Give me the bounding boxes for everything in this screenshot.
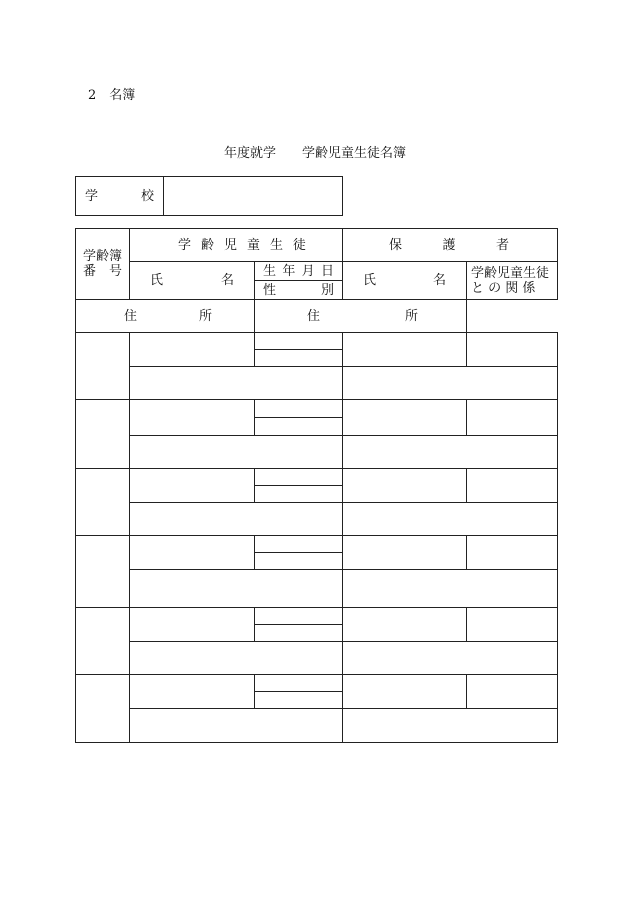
entry-1-row — [76, 367, 558, 400]
entry-6-register-number-field[interactable] — [76, 675, 130, 743]
entry-1-register-number-field[interactable] — [76, 333, 130, 400]
birth-date-header — [255, 262, 343, 281]
birth-date-char-2: 年 — [282, 263, 296, 279]
entry-3-register-number-field[interactable] — [76, 469, 130, 536]
birth-date-char-1: 生 — [263, 263, 277, 279]
entry-4-register-number-field[interactable] — [76, 536, 130, 608]
entry-2-student-name-field[interactable] — [130, 400, 255, 436]
register-number-label-line2: 番 号 — [82, 264, 122, 279]
entry-4-row — [76, 536, 558, 553]
entry-3-row — [76, 503, 558, 536]
entry-5-student-name-field[interactable] — [130, 608, 255, 642]
entry-6-guardian-name-field[interactable] — [343, 675, 467, 709]
entry-6-student-address-field[interactable] — [130, 709, 343, 743]
guardian-group-char-2: 護 — [442, 237, 456, 253]
relationship-header — [467, 262, 558, 300]
guardian-address-header — [255, 300, 467, 333]
entry-6-row — [76, 675, 558, 692]
student-name-char-1: 氏 — [150, 273, 164, 288]
entry-6-student-name-field[interactable] — [130, 675, 255, 709]
entry-1-row — [76, 333, 558, 350]
student-address-char-1: 住 — [124, 308, 138, 324]
school-box — [75, 176, 343, 216]
entry-4-student-name-field[interactable] — [130, 536, 255, 570]
entry-1-sex-field[interactable] — [255, 350, 343, 367]
school-name-field[interactable] — [164, 177, 343, 216]
student-group-char-5: 生 — [269, 237, 283, 253]
entry-1-guardian-name-field[interactable] — [343, 333, 467, 367]
entry-2-guardian-name-field[interactable] — [343, 400, 467, 436]
register-table — [75, 228, 558, 743]
entry-5-guardian-name-field[interactable] — [343, 608, 467, 642]
school-label-char-1: 学 — [85, 188, 99, 204]
entry-3-guardian-address-field[interactable] — [343, 503, 558, 536]
student-name-char-2: 名 — [220, 273, 234, 288]
student-group-char-2: 齢 — [200, 237, 214, 253]
entry-6-sex-field[interactable] — [255, 692, 343, 709]
entry-5-sex-field[interactable] — [255, 625, 343, 642]
section-heading: 2 名簿 — [88, 88, 136, 103]
student-group-char-3: 児 — [223, 237, 237, 253]
guardian-name-header — [343, 262, 467, 300]
entry-6-relationship-field[interactable] — [467, 675, 558, 709]
birth-date-char-3: 月 — [301, 263, 315, 279]
entry-5-birth-date-field[interactable] — [255, 608, 343, 625]
register-number-label-line1: 学齢簿 — [82, 249, 122, 264]
entry-3-birth-date-field[interactable] — [255, 469, 343, 486]
relationship-label-line1: 学齢児童生徒 — [471, 265, 550, 281]
entry-5-guardian-address-field[interactable] — [343, 642, 558, 675]
entry-4-guardian-address-field[interactable] — [343, 570, 558, 608]
entry-2-student-address-field[interactable] — [130, 436, 343, 469]
form-title: 年度就学 学齢児童生徒名簿 — [223, 146, 406, 161]
entry-4-sex-field[interactable] — [255, 553, 343, 570]
guardian-group-header — [343, 229, 558, 262]
entry-3-student-address-field[interactable] — [130, 503, 343, 536]
entry-4-birth-date-field[interactable] — [255, 536, 343, 553]
entry-2-sex-field[interactable] — [255, 418, 343, 436]
entry-5-row — [76, 642, 558, 675]
entry-1-student-address-field[interactable] — [130, 367, 343, 400]
guardian-name-char-1: 氏 — [363, 273, 377, 288]
entry-1-student-name-field[interactable] — [130, 333, 255, 367]
relationship-label-line2: と の 関 係 — [471, 280, 536, 296]
sex-char-1: 性 — [263, 282, 277, 298]
guardian-name-char-2: 名 — [432, 273, 446, 288]
school-label — [76, 177, 164, 216]
guardian-group-char-3: 者 — [496, 237, 510, 253]
entry-1-relationship-field[interactable] — [467, 333, 558, 367]
entry-1-guardian-address-field[interactable] — [343, 367, 558, 400]
entry-2-guardian-address-field[interactable] — [343, 436, 558, 469]
student-address-char-2: 所 — [198, 308, 212, 324]
entry-2-birth-date-field[interactable] — [255, 400, 343, 418]
student-group-char-1: 学 — [178, 237, 192, 253]
entry-4-row — [76, 570, 558, 608]
student-group-char-6: 徒 — [292, 237, 306, 253]
entry-5-student-address-field[interactable] — [130, 642, 343, 675]
entry-2-register-number-field[interactable] — [76, 400, 130, 469]
entry-1-birth-date-field[interactable] — [255, 333, 343, 350]
birth-date-char-4: 日 — [320, 263, 334, 279]
entry-6-birth-date-field[interactable] — [255, 675, 343, 692]
entry-3-sex-field[interactable] — [255, 486, 343, 503]
register-number-header — [76, 229, 130, 300]
guardian-group-char-1: 保 — [389, 237, 403, 253]
entry-5-relationship-field[interactable] — [467, 608, 558, 642]
entry-5-register-number-field[interactable] — [76, 608, 130, 675]
entry-3-row — [76, 469, 558, 486]
entry-4-relationship-field[interactable] — [467, 536, 558, 570]
entry-4-student-address-field[interactable] — [130, 570, 343, 608]
guardian-address-char-2: 所 — [404, 308, 418, 324]
entry-2-row — [76, 436, 558, 469]
entry-2-row — [76, 400, 558, 418]
entry-6-row — [76, 709, 558, 743]
student-address-header — [76, 300, 255, 333]
entry-3-relationship-field[interactable] — [467, 469, 558, 503]
entry-5-row — [76, 608, 558, 625]
entry-6-guardian-address-field[interactable] — [343, 709, 558, 743]
student-group-char-4: 童 — [246, 237, 260, 253]
student-group-header — [130, 229, 343, 262]
guardian-address-char-1: 住 — [307, 308, 321, 324]
sex-header — [255, 281, 343, 300]
sex-char-2: 別 — [320, 282, 334, 298]
entry-2-relationship-field[interactable] — [467, 400, 558, 436]
student-name-header — [130, 262, 255, 300]
entry-3-student-name-field[interactable] — [130, 469, 255, 503]
entry-3-guardian-name-field[interactable] — [343, 469, 467, 503]
school-label-char-2: 校 — [140, 188, 154, 204]
entry-4-guardian-name-field[interactable] — [343, 536, 467, 570]
